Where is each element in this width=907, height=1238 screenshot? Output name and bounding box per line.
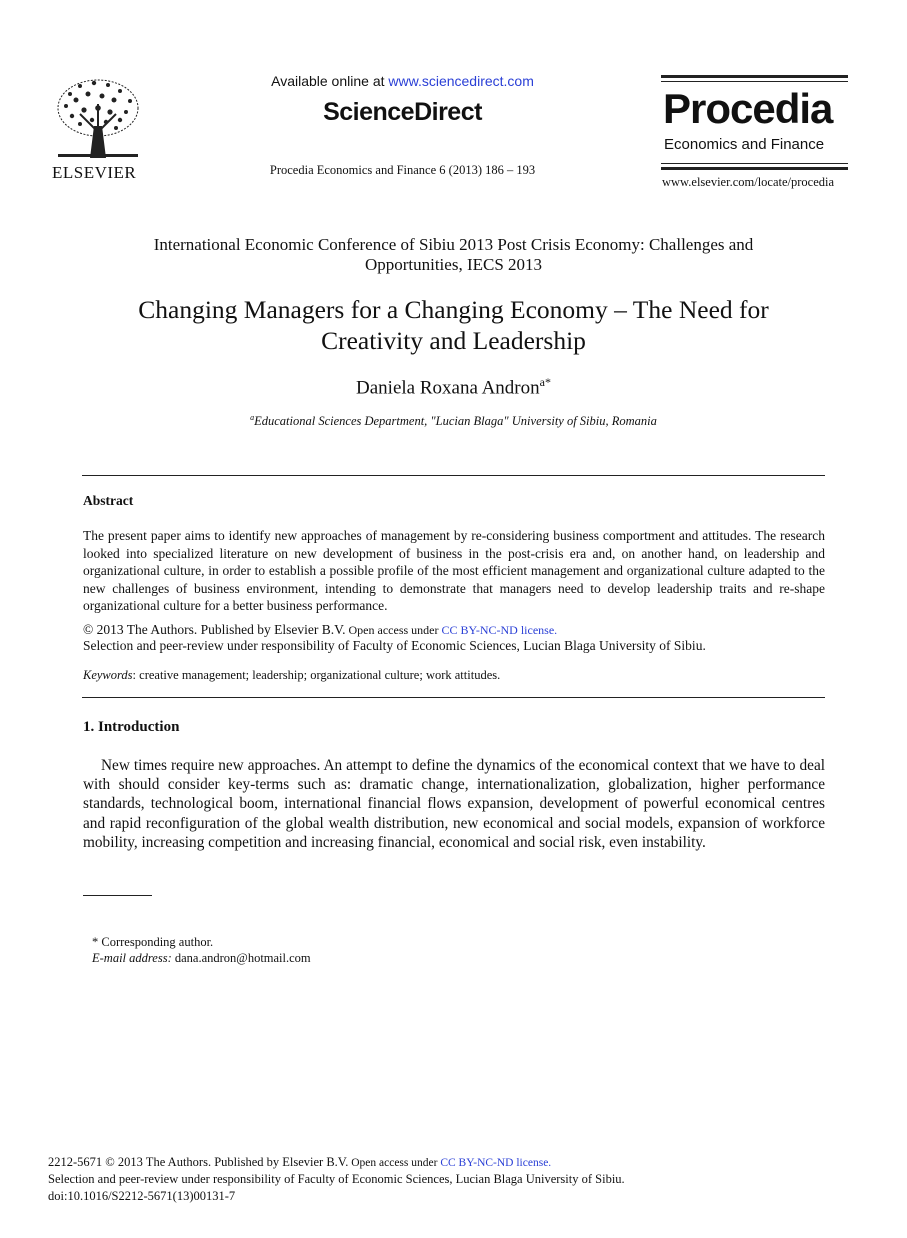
procedia-logo bbox=[661, 75, 849, 195]
peer-review-note: Selection and peer-review under responsibility of Faculty of Economic Sciences, Lucian Blaga University of Sibiu. bbox=[83, 638, 706, 653]
introduction-heading: 1. Introduction bbox=[83, 719, 180, 735]
abstract-body: The present paper aims to identify new approaches of management by re-considering business comportment and attitudes. The research looked into specialized literature on new development of business in the post-crisis era and, on another hand, on leadership and organizational culture, in order to establish a possible profile of the most efficient management and organizational culture adapted to the new challenges of business environment, intending to demonstrate that managers need to develop leadership traits and re-shape organizational culture for a better business performance. bbox=[83, 528, 825, 614]
abstract-top-rule bbox=[82, 475, 825, 476]
title-line-1: Changing Managers for a Changing Economy – The Need for bbox=[138, 295, 769, 324]
footer-peer-review: Selection and peer-review under responsibility of Faculty of Economic Sciences, Lucian Blaga University of Sibiu. bbox=[48, 1172, 625, 1186]
keywords-label: Keywords bbox=[83, 668, 133, 682]
elsevier-tree-icon bbox=[50, 74, 146, 160]
author-name: Daniela Roxana Andron bbox=[356, 377, 540, 399]
author-line bbox=[82, 375, 825, 399]
procedia-rule-top bbox=[661, 75, 848, 78]
sciencedirect-link[interactable]: www.sciencedirect.com bbox=[388, 73, 534, 89]
introduction-paragraph: New times require new approaches. An attempt to define the dynamics of the economical context that we have to deal with should consider key-terms such as: dramatic change, internationalization, globalization, higher performance standards, technological boom, international financial flows expansion, development of powerful economical centres and rapid reconfiguration of the global wealth distribution, new economical and social models, expansion of workforce mobility, increasing competition and increasing financial, economical and social risk, even instability. bbox=[83, 757, 825, 851]
affiliation-superscript: a bbox=[250, 413, 255, 422]
footer-open-access-label: Open access under bbox=[348, 1157, 441, 1169]
procedia-title: Procedia bbox=[663, 85, 833, 132]
procedia-subtitle: Economics and Finance bbox=[664, 136, 825, 153]
footer-copyright-line bbox=[48, 1154, 868, 1171]
elsevier-logo bbox=[50, 74, 146, 182]
abstract-heading: Abstract bbox=[83, 493, 134, 508]
footnote-corresponding: * Corresponding author. bbox=[92, 935, 214, 949]
email-label: E-mail address: bbox=[92, 951, 172, 965]
email-address[interactable]: dana.andron@hotmail.com bbox=[171, 951, 311, 965]
copyright-text: © 2013 The Authors. Published by Elsevier B.V. bbox=[83, 622, 346, 637]
procedia-rule-top-thin bbox=[661, 81, 848, 82]
open-access-label: Open access under bbox=[345, 623, 442, 637]
sciencedirect-logo: ScienceDirect bbox=[323, 98, 482, 126]
available-online-label: Available online at bbox=[271, 73, 389, 89]
elsevier-wordmark: ELSEVIER bbox=[52, 163, 137, 182]
keywords-text: : creative management; leadership; organizational culture; work attitudes. bbox=[132, 668, 501, 682]
title-line-2: Creativity and Leadership bbox=[321, 326, 586, 355]
journal-citation: Procedia Economics and Finance 6 (2013) 186 – 193 bbox=[269, 163, 536, 177]
affiliation bbox=[82, 413, 825, 429]
conference-line-2: Opportunities, IECS 2013 bbox=[364, 255, 543, 274]
license-link[interactable]: CC BY-NC-ND license. bbox=[441, 623, 558, 637]
conference-line-1: International Economic Conference of Sibiu 2013 Post Crisis Economy: Challenges and bbox=[153, 235, 754, 254]
affiliation-text: Educational Sciences Department, "Lucian Blaga" University of Sibiu, Romania bbox=[254, 414, 657, 429]
available-online bbox=[230, 73, 575, 89]
footer-doi[interactable]: doi:10.1016/S2212-5671(13)00131-7 bbox=[48, 1189, 236, 1203]
abstract-bottom-rule bbox=[82, 697, 825, 698]
procedia-rule-bottom-thick bbox=[661, 167, 848, 170]
footer-license-link[interactable]: CC BY-NC-ND license. bbox=[440, 1157, 552, 1169]
footnote-rule bbox=[83, 895, 152, 896]
procedia-rule-bottom bbox=[661, 163, 848, 164]
paper-title bbox=[82, 294, 825, 356]
journal-url[interactable]: www.elsevier.com/locate/procedia bbox=[662, 175, 835, 189]
conference-name bbox=[82, 235, 825, 275]
keywords bbox=[83, 667, 825, 683]
author-superscript: a* bbox=[539, 375, 551, 389]
footer-issn-copyright: 2212-5671 © 2013 The Authors. Published by Elsevier B.V. bbox=[48, 1155, 349, 1169]
footnote-email bbox=[92, 951, 311, 966]
